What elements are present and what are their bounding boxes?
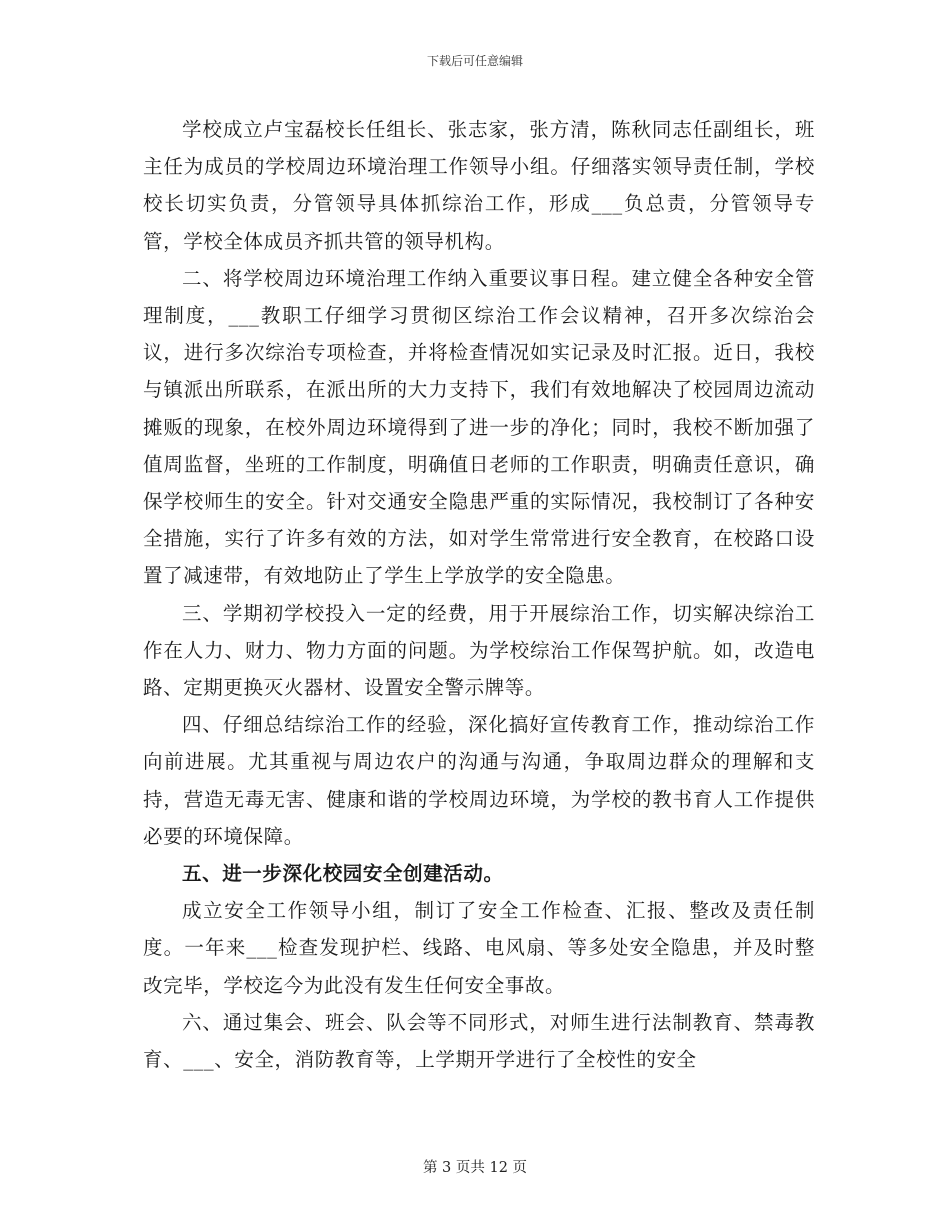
paragraph-section-four: 四、仔细总结综治工作的经验，深化搞好宣传教育工作，推动综治工作向前进展。尤其重视与周边农户的沟通与沟通，争取周边群众的理解和支持，营造无毒无害、健康和谐的学校周边环境，为学校的教书育人工作提供必要的环境保障。: [143, 713, 815, 848]
paragraph-leadership-group: 学校成立卢宝磊校长任组长、张志家，张方清，陈秋同志任副组长，班主任为成员的学校周边环境治理工作领导小组。仔细落实领导责任制，学校校长切实负责，分管领导具体抓综治工作，形成___负总责，分管领导专管，学校全体成员齐抓共管的领导机构。: [143, 118, 815, 253]
page-number-footer: 第 3 页共 12 页: [422, 1160, 528, 1176]
paragraph-section-three: 三、学期初学校投入一定的经费，用于开展综治工作，切实解决综治工作在人力、财力、物力方面的问题。为学校综治工作保驾护航。如，改造电路、定期更换灭火器材、设置安全警示牌等。: [143, 601, 815, 700]
paragraph-safety-group: 成立安全工作领导小组，制订了安全工作检查、汇报、整改及责任制度。一年来___检查发现护栏、线路、电风扇、等多处安全隐患，并及时整改完毕，学校迄今为此没有发生任何安全事故。: [143, 899, 815, 997]
document-body: [143, 111, 815, 1078]
paragraph-section-six: 六、通过集会、班会、队会等不同形式，对师生进行法制教育、禁毒教育、___、安全，消防教育等，上学期开学进行了全校性的安全: [143, 1010, 815, 1072]
page-header: 下载后可任意编辑: [426, 54, 523, 68]
section-heading-five: 五、进一步深化校园安全创建活动。: [182, 862, 504, 886]
paragraph-section-two: 二、将学校周边环境治理工作纳入重要议事日程。建立健全各种安全管理制度，___教职工仔细学习贯彻区综治工作会议精神，召开多次综治会议，进行多次综治专项检查，并将检查情况如实记录及时汇报。近日，我校与镇派出所联系，在派出所的大力支持下，我们有效地解决了校园周边流动摊贩的现象，在校外周边环境得到了进一步的净化；同时，我校不断加强了值周监督，坐班的工作制度，明确值日老师的工作职责，明确责任意识，确保学校师生的安全。针对交通安全隐患严重的实际情况，我校制订了各种安全措施，实行了许多有效的方法，如对学生常常进行安全教育，在校路口设置了减速带，有效地防止了学生上学放学的安全隐患。: [143, 266, 815, 588]
